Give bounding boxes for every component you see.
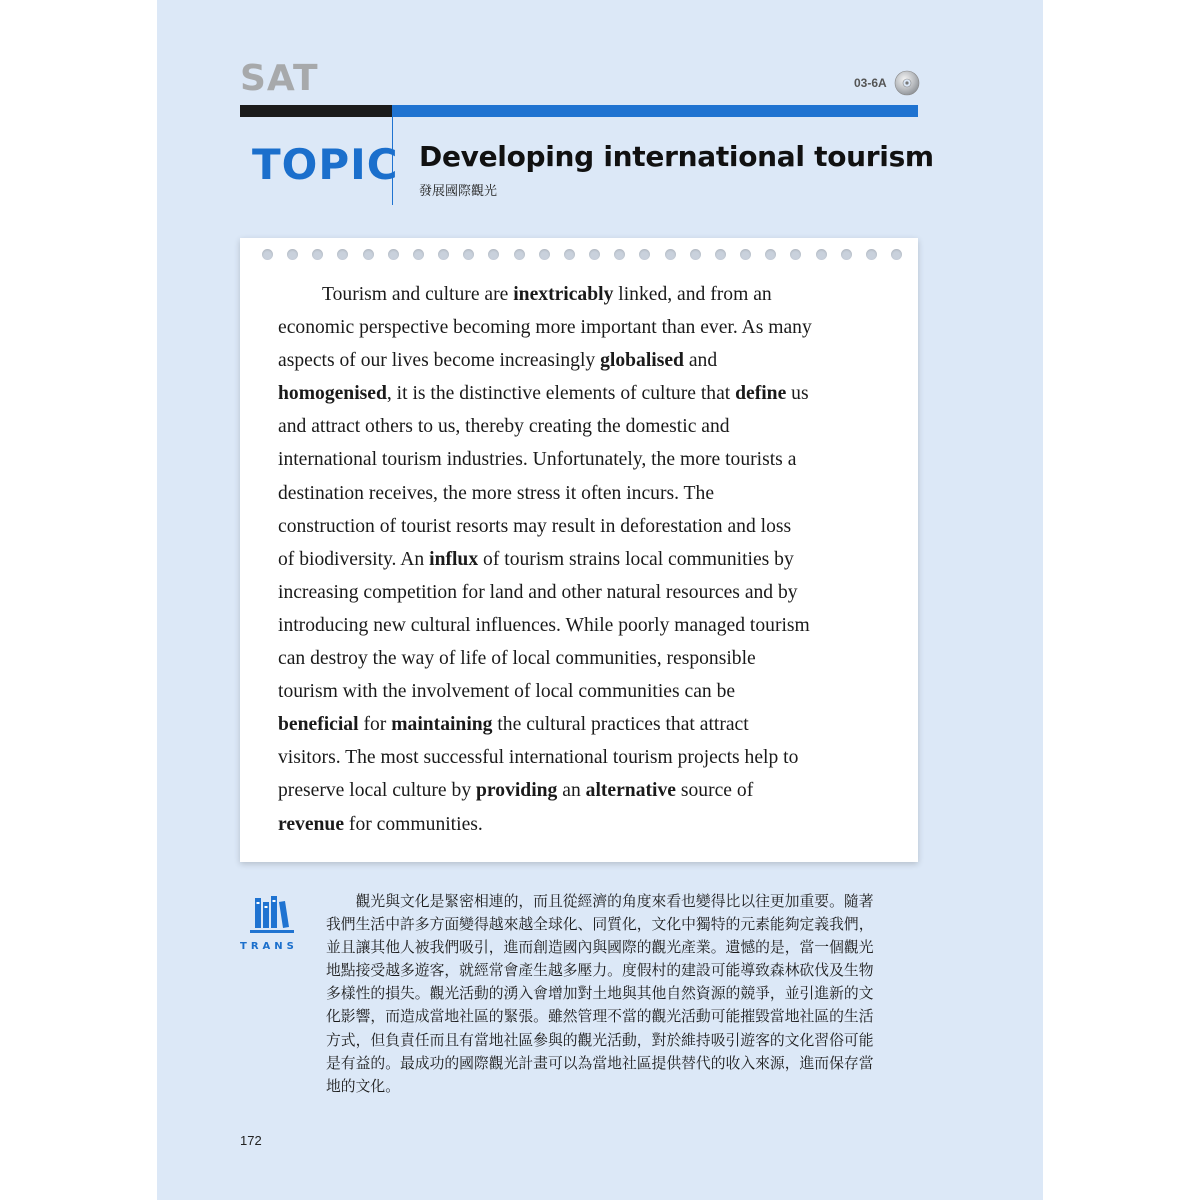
passage-text: Tourism and culture are [322,284,514,305]
passage-text: for [358,714,392,736]
notepad-binding-holes [262,249,902,263]
vocabulary-word: revenue [278,813,345,835]
header-rule-dark [240,105,392,117]
translation-line: 多樣性的損失。觀光活動的湧入會增加對土地與其他自然資源的競爭，並引進新的文 [326,985,874,1003]
passage-text: international tourism industries. Unfortunately, the more tourists a [278,449,797,471]
binding-hole [463,249,474,260]
passage-text: of biodiversity. An [278,548,430,570]
passage-text: can destroy the way of life of local communities, responsible [278,648,756,670]
binding-hole [287,249,298,260]
passage-text: for communities. [344,813,483,835]
binding-hole [816,249,827,260]
reading-passage [278,278,888,841]
translation-line: 觀光與文化是緊密相連的，而且從經濟的角度來看也變得比以往更加重要。隨著 [326,893,874,910]
binding-hole [589,249,600,260]
binding-hole [614,249,625,260]
cd-disc-icon [894,70,920,96]
passage-text: an [557,780,586,802]
translation-line: 地的文化。 [326,1077,400,1095]
binding-hole [262,249,273,260]
binding-hole [841,249,852,260]
binding-hole [363,249,374,260]
binding-hole [639,249,650,260]
passage-text: source of [675,780,754,802]
binding-hole [740,249,751,260]
vocabulary-word: maintaining [391,714,493,736]
binding-hole [438,249,449,260]
passage-text: linked, and from an [613,284,772,305]
passage-text: tourism with the involvement of local communities can be [278,681,736,703]
binding-hole [337,249,348,260]
chinese-translation [326,890,920,1098]
translation-line: 地點接受越多遊客，就經常會產生越多壓力。度假村的建設可能導致森林砍伐及生物 [326,962,874,980]
section-label: SAT [240,58,319,99]
translation-line: 方式，但負責任而且有當地社區參與的觀光活動，對於維持吸引遊客的文化習俗可能 [326,1031,874,1049]
binding-hole [866,249,877,260]
binding-hole [790,249,801,260]
vocabulary-word: beneficial [278,714,359,736]
passage-text: and [683,350,718,372]
passage-text: and attract others to us, thereby creating the domestic and [278,416,730,438]
binding-hole [388,249,399,260]
binding-hole [665,249,676,260]
passage-text: economic perspective becoming more important than ever. As many [278,317,812,339]
header-rule-blue [392,105,918,117]
audio-track-code: 03-6A [854,76,887,90]
binding-hole [765,249,776,260]
binding-hole [715,249,726,260]
vocabulary-word: globalised [600,350,684,372]
topic-label: TOPIC [252,140,399,189]
passage-text: introducing new cultural influences. While poorly managed tourism [278,614,810,636]
topic-title: Developing international tourism [419,140,934,173]
topic-subtitle: 發展國際觀光 [419,184,498,199]
translation-line: 我們生活中許多方面變得越來越全球化、同質化，文化中獨特的元素能夠定義我們， [326,916,874,934]
passage-text: aspects of our lives become increasingly [278,350,601,372]
vocabulary-word: define [735,383,787,405]
notepad-card [240,238,918,862]
passage-text: preserve local culture by [278,780,477,802]
translation-line: 化影響，而造成當地社區的緊張。雖然管理不當的觀光活動可能摧毀當地社區的生活 [326,1008,874,1026]
passage-text: , it is the distinctive elements of culture that [386,383,736,405]
passage-text: destination receives, the more stress it often incurs. The [278,482,715,504]
vocabulary-word: inextricably [513,284,614,305]
passage-text: increasing competition for land and other natural resources and by [278,581,798,603]
binding-hole [690,249,701,260]
binding-hole [564,249,575,260]
passage-text: construction of tourist resorts may result in deforestation and loss [278,515,792,537]
vocabulary-word: influx [429,548,479,570]
binding-hole [514,249,525,260]
translation-label: TRANS [240,941,298,952]
vocabulary-word: homogenised [278,383,387,405]
page-number: 172 [240,1133,262,1148]
translation-line: 是有益的。最成功的國際觀光計畫可以為當地社區提供替代的收入來源，進而保存當 [326,1054,874,1072]
binding-hole [312,249,323,260]
vocabulary-word: providing [476,780,558,802]
passage-text: visitors. The most successful international tourism projects help to [278,747,799,769]
passage-text: us [786,383,809,405]
vocabulary-word: alternative [585,780,676,802]
binding-hole [539,249,550,260]
passage-text: of tourism strains local communities by [478,548,794,570]
binding-hole [413,249,424,260]
translation-line: 並且讓其他人被我們吸引，進而創造國內與國際的觀光產業。遺憾的是，當一個觀光 [326,939,874,957]
passage-text: the cultural practices that attract [492,714,749,736]
binding-hole [488,249,499,260]
binding-hole [891,249,902,260]
